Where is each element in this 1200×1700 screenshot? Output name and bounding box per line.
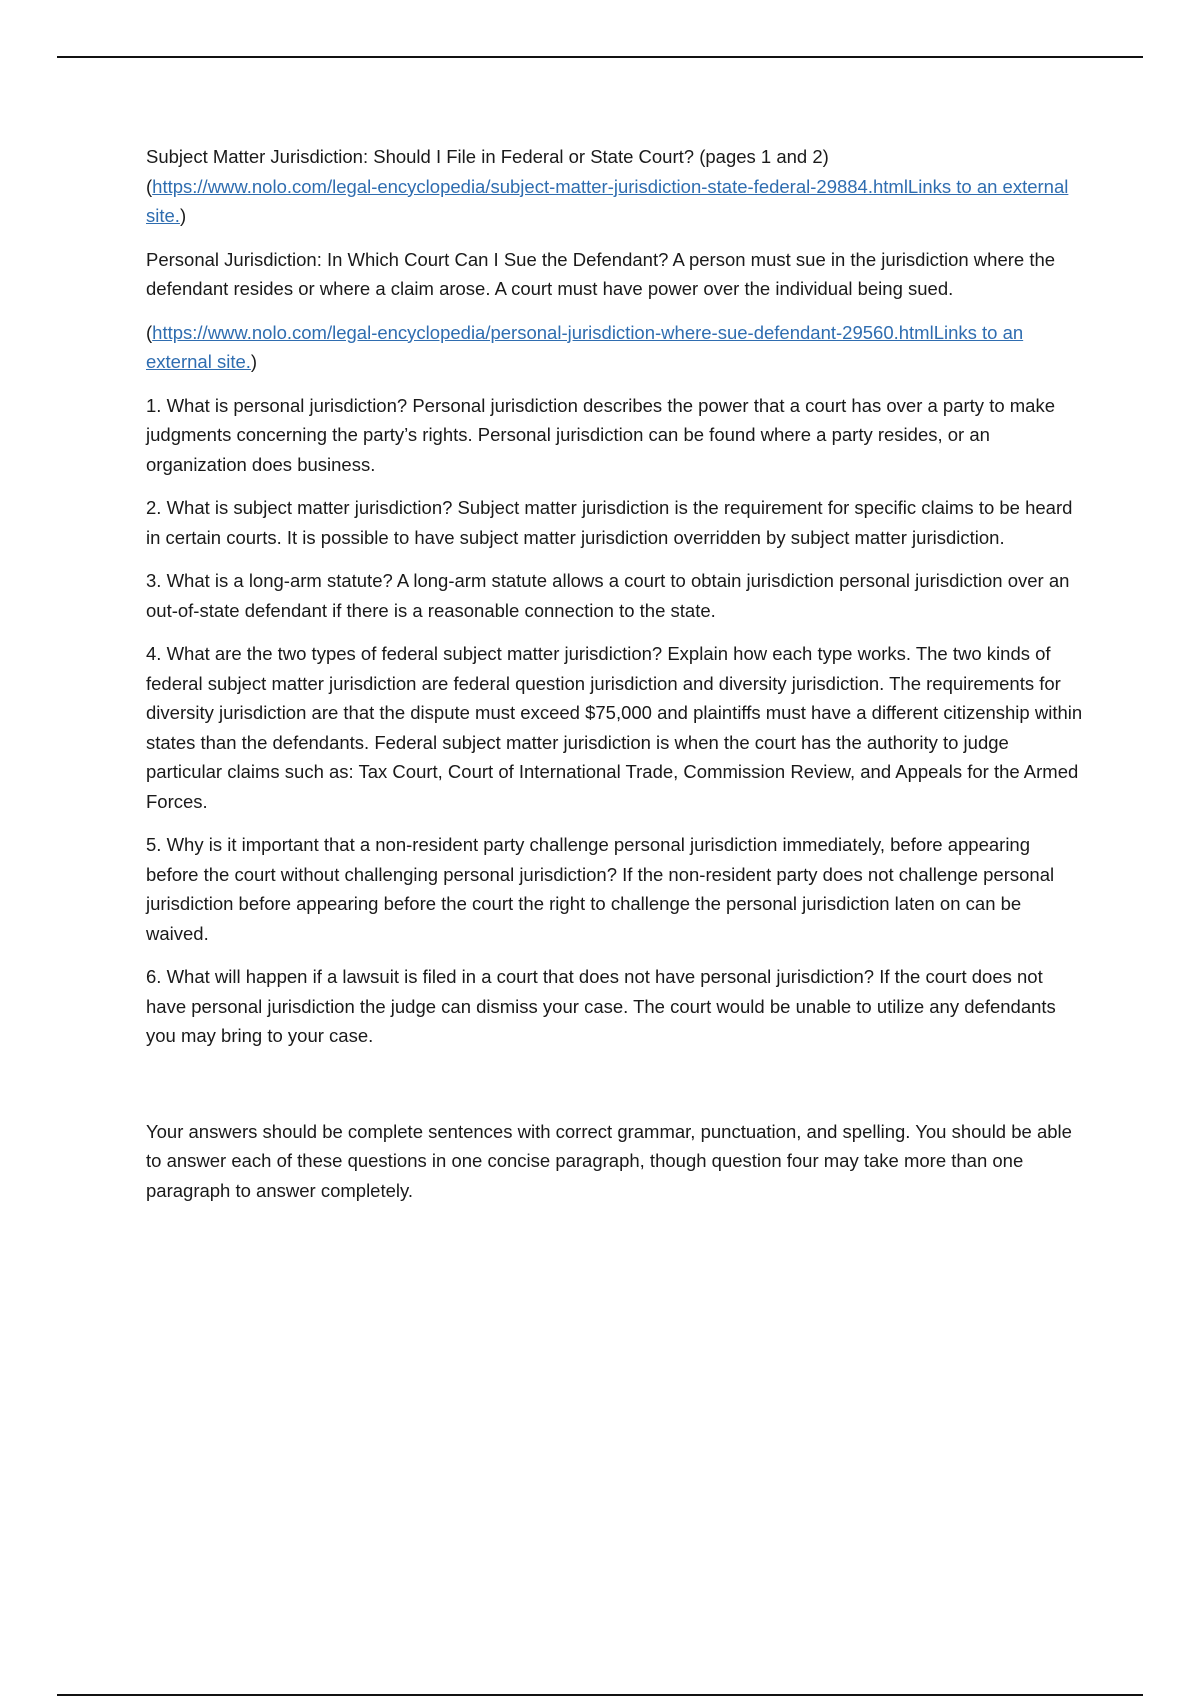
top-rule [57,56,1143,58]
question-1: 1. What is personal jurisdiction? Personal jurisdiction describes the power that a court has over a party to make judgments concerning the party’s rights. Personal jurisdiction can be found where a party resides, or an organization does business. [146,394,1056,475]
document-body [146,142,1086,1219]
subject-matter-block [146,142,1086,231]
question-2: 2. What is subject matter jurisdiction? Subject matter jurisdiction is the requirement for specific claims to be heard in certain courts. It is possible to have subject matter jurisdiction overridden by subject matter jurisdiction. [146,497,1073,548]
question-6: 6. What will happen if a lawsuit is filed in a court that does not have personal jurisdiction? If the court does not have personal jurisdiction the judge can dismiss your case. The court would be unable to utilize any defendants you may bring to your case. [146,966,1056,1046]
subject-matter-link[interactable]: https://www.nolo.com/legal-encyclopedia/subject-matter-jurisdiction-state-federal-29884.htmlLinks to an external site. [146,175,1069,226]
bottom-rule [57,1694,1143,1696]
subject-matter-heading: Subject Matter Jurisdiction: Should I File in Federal or State Court? (pages 1 and 2) [146,146,829,167]
subject-link-close: ) [179,205,187,226]
question-4: 4. What are the two types of federal subject matter jurisdiction? Explain how each type works. The two kinds of federal subject matter jurisdiction are federal question jurisdiction and diversity jurisdiction. The requirements for diversity jurisdiction are that the dispute must exceed $75,000 and plaintiffs must have a different citizenship within states than the defendants. Federal subject matter jurisdiction is when the court has the authority to judge particular claims such as: Tax Court, Court of International Trade, Commission Review, and Appeals for the Armed Forces. [146,643,1083,812]
personal-link-block [146,318,1086,377]
personal-link-close: ) [250,351,258,372]
spacer [146,1065,1086,1117]
closing-note: Your answers should be complete sentences with correct grammar, punctuation, and spelling. You should be able to answer each of these questions in one concise paragraph, though question four may take more than one paragraph to answer completely. [146,1120,1072,1201]
subject-link-open: ( [146,175,153,197]
question-5: 5. Why is it important that a non-resident party challenge personal jurisdiction immediately, before appearing before the court without challenging personal jurisdiction? If the non-resident party does not challenge personal jurisdiction before appearing before the court the right to challenge the personal jurisdiction laten on can be waived. [146,834,1055,944]
personal-jurisdiction-heading: Personal Jurisdiction: In Which Court Can I Sue the Defendant? A person must sue in the jurisdiction where the defendant resides or where a claim arose. A court must have power over the individual being sued. [146,248,1056,299]
personal-jurisdiction-link[interactable]: https://www.nolo.com/legal-encyclopedia/personal-jurisdiction-where-sue-defendant-29560.htmlLinks to an external site. [146,321,1024,372]
question-3: 3. What is a long-arm statute? A long-arm statute allows a court to obtain jurisdiction personal jurisdiction over an out-of-state defendant if there is a reasonable connection to the state. [146,570,1070,621]
personal-link-open: ( [146,321,153,343]
